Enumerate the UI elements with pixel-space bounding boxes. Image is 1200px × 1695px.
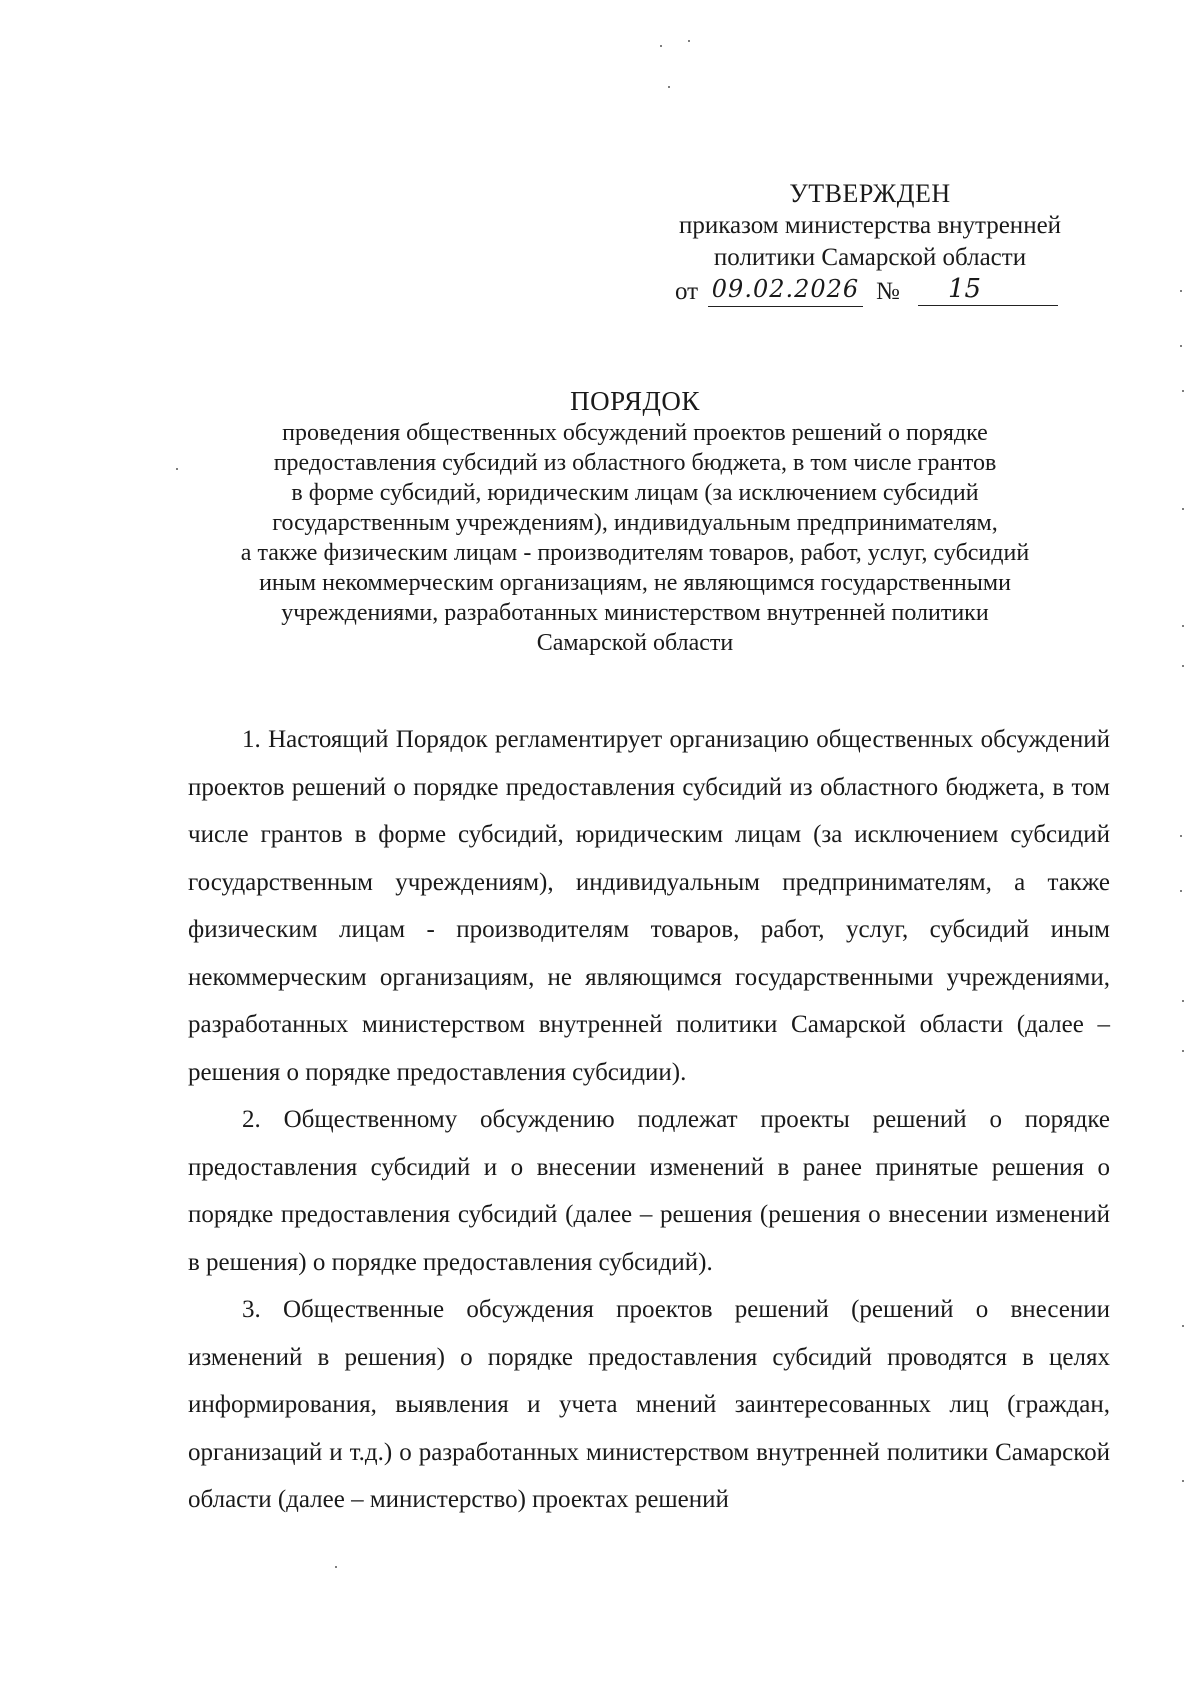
paragraph-2: 2. Общественному обсуждению подлежат проекты решений о порядке предоставления субсидий и о внесении изменений в ранее принятые решения о порядке предоставления субсидий (далее – решения (решения о внесении изменений в решения) о порядке предоставления субсидий). [188, 1106, 1110, 1276]
scan-speck [1182, 390, 1184, 392]
scan-speck [1182, 1480, 1184, 1482]
paragraph-1: 1. Настоящий Порядок регламентирует организацию общественных обсуждений проектов решений о порядке предоставления субсидий из областного бюджета, в том числе грантов в форме субсидий, юридическим лицам (за исключением субсидий государственным учреждениям), индивидуальным предпринимателям, а также физическим лицам - производителям товаров, работ, услуг, субсидий иным некоммерческим организациям, не являющимся государственными учреждениями, разработанных министерством внутренней политики Самарской области (далее – решения о порядке предоставления субсидии). [188, 726, 1110, 1086]
scan-speck [176, 468, 178, 470]
document-title-block [170, 384, 1100, 658]
scan-speck [660, 45, 662, 47]
order-date-handwritten: 09.02.2026 [708, 274, 863, 307]
document-body [188, 716, 1110, 1524]
scan-speck [1180, 345, 1182, 347]
order-line [630, 274, 1110, 310]
document-subtitle: проведения общественных обсуждений проектов решений о порядке предоставления субсидий из областного бюджета, в том числе грантов в форме субсидий, юридическим лицам (за исключением субсидий государственным учреждениям), индивидуальным предпринимателям, а также физическим лицам - производителям товаров, работ, услуг, субсидий иным некоммерческим организациям, не являющимся государственными учреждениями, разработанных министерством внутренней политики Самарской области [240, 420, 1030, 656]
order-number-label: № [876, 278, 900, 305]
scan-speck [1182, 625, 1184, 627]
scan-speck [1182, 665, 1184, 667]
scan-speck [1182, 1325, 1184, 1327]
document-heading: ПОРЯДОК [570, 386, 700, 416]
approval-line-2: политики Самарской области [713, 244, 1027, 271]
scan-speck [1180, 835, 1182, 837]
approval-stamp-block [630, 178, 1110, 310]
scan-speck [688, 40, 690, 42]
scan-speck [1182, 1000, 1184, 1002]
scan-speck [1180, 290, 1182, 292]
scan-speck [1182, 1050, 1184, 1052]
scan-speck [1180, 890, 1182, 892]
approval-line-1: приказом министерства внутренней [678, 212, 1062, 239]
approval-heading: УТВЕРЖДЕН [789, 179, 951, 208]
paragraph-3: 3. Общественные обсуждения проектов решений (решений о внесении изменений в решения) о порядке предоставления субсидий проводятся в целях информирования, выявления и учета мнений заинтересованных лиц (граждан, организаций и т.д.) о разработанных министерством внутренней политики Самарской области (далее – министерство) проектах решений [188, 1296, 1110, 1513]
order-from-label: от [675, 278, 699, 305]
order-number-handwritten: 15 [918, 274, 1058, 306]
scan-speck [668, 86, 670, 88]
scan-speck [1182, 508, 1184, 510]
scan-speck [335, 1566, 337, 1568]
